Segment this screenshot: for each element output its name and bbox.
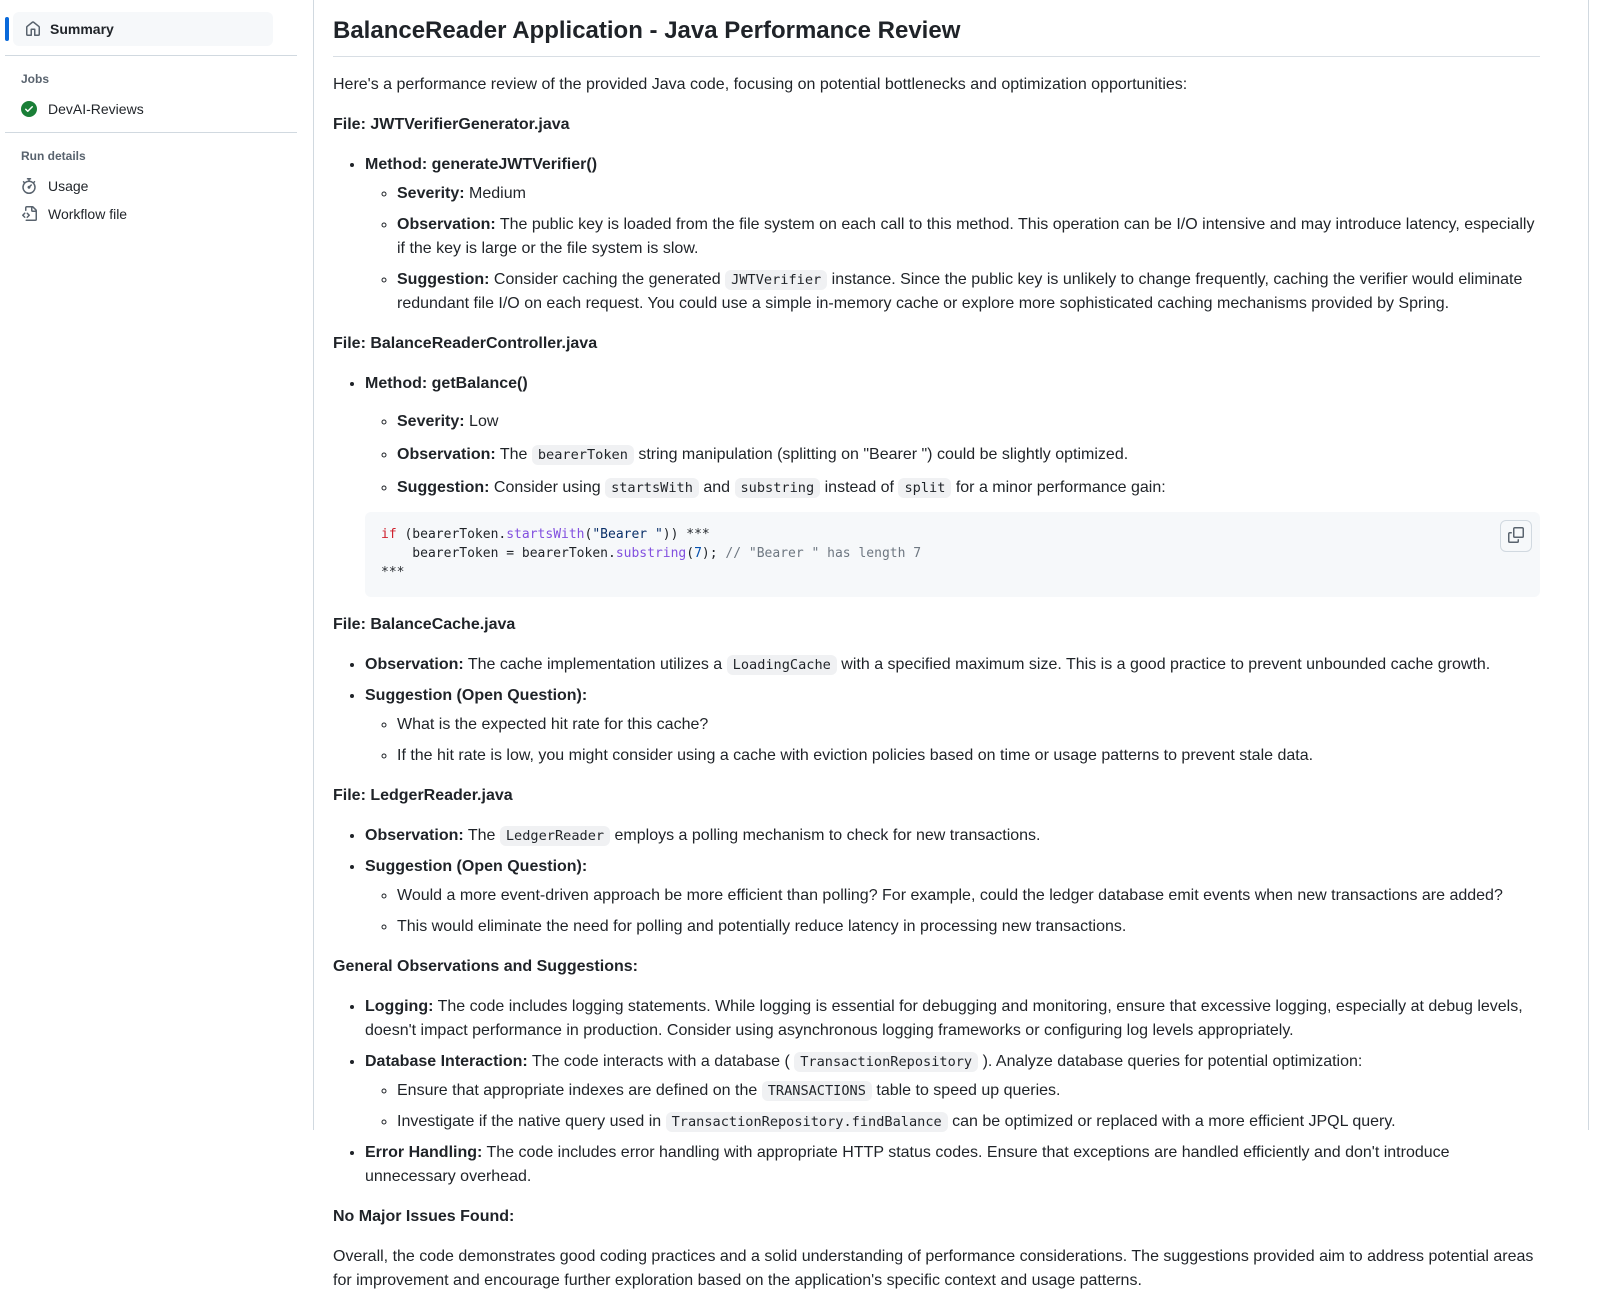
text-segment: *** [381,564,405,580]
sidebar-item-label: Summary [50,21,114,37]
markdown-list [333,824,1540,939]
inline-code: LedgerReader [500,826,610,846]
inline-code: JWTVerifier [725,270,827,290]
text-segment: ); [701,545,726,561]
text-segment: The code interacts with a database ( [527,1052,795,1070]
text-segment: 7 [694,545,702,561]
list-item [397,410,1540,434]
markdown-list [333,372,1540,597]
markdown-list [333,153,1540,316]
list-item [365,372,1540,597]
page-gutter [1589,0,1600,1130]
stopwatch-icon [21,178,37,194]
list-item [365,855,1540,939]
list-item [397,476,1540,500]
md-paragraph [333,955,1540,979]
sidebar-section-jobs-label: Jobs [21,72,50,86]
markdown-list [365,182,1540,316]
text-segment: ( [584,527,593,542]
job-label: DevAI-Reviews [48,101,144,117]
md-paragraph [333,332,1540,356]
text-segment: Ensure that appropriate indexes are defined on the [397,1081,762,1099]
sidebar-divider [5,132,297,133]
text-segment: (bearerToken. [396,527,507,542]
text-segment: Observation: [397,216,496,233]
text-segment: Low [464,413,499,430]
text-segment: File: BalanceReaderController.java [333,335,598,352]
text-segment: instance. Since the public key is unlikely to change frequently, caching the verifier would eliminate redundant file I/O on each request. You could use a simple in-memory cache or explore more sophisticated caching mechanisms provided by Spring. [397,271,1523,312]
list-item [365,653,1540,677]
sidebar-divider [5,55,297,56]
text-segment: What is the expected hit rate for this cache? [397,715,709,733]
code-content [381,526,1524,583]
markdown-list [365,713,1540,768]
text-segment: Error Handling: [365,1143,483,1161]
list-item [397,1079,1540,1103]
text-segment: Consider caching the generated [489,271,726,288]
inline-code: startsWith [605,478,699,498]
markdown-list [365,884,1540,939]
text-segment: File: BalanceCache.java [333,615,516,633]
text-segment: General Observations and Suggestions: [333,957,638,975]
list-item [365,153,1540,316]
text-segment: // "Bearer " has length 7 [725,545,922,561]
home-icon [25,21,41,37]
text-segment: The code includes logging statements. While logging is essential for debugging and monitoring, ensure that excessive logging, especially at debug levels, doesn't impact performance in production. Consider using asynchronous logging frameworks or configuring log levels appropriately. [365,997,1523,1039]
text-segment: startsWith [506,527,585,542]
text-segment: No Major Issues Found: [333,1207,515,1225]
text-segment: Logging: [365,997,434,1015]
list-item [397,744,1540,768]
text-segment: with a specified maximum size. This is a good practice to prevent unbounded cache growth. [836,655,1491,673]
inline-code: TransactionRepository [794,1052,978,1072]
markdown-list [333,995,1540,1189]
text-segment: string manipulation (splitting on "Bearer ") could be slightly optimized. [633,446,1129,463]
text-segment: The code includes error handling with appropriate HTTP status codes. Ensure that exceptions are handled efficiently and don't introduce unnecessary overhead. [365,1143,1450,1185]
text-segment: Observation: [365,655,464,673]
code-block [365,512,1540,597]
md-paragraph [333,73,1540,97]
text-segment: "Bearer " [592,527,663,542]
text-segment: The [495,446,532,463]
list-item [365,684,1540,768]
sidebar-item-job-devai-reviews[interactable] [0,95,313,123]
inline-code: TRANSACTIONS [762,1081,872,1101]
list-item [365,824,1540,848]
inline-code: substring [735,478,821,498]
text-segment: and [698,479,735,496]
markdown-list [365,410,1540,500]
text-segment: Investigate if the native query used in [397,1112,666,1130]
md-paragraph [333,613,1540,637]
run-summary-panel [314,0,1589,1289]
text-segment: for a minor performance gain: [951,479,1166,496]
run-detail-label: Workflow file [48,206,128,222]
sidebar-item-workflow-file[interactable] [0,200,313,228]
markdown-list [365,1079,1540,1134]
text-segment: bearerToken = bearerToken. [381,545,616,561]
sidebar-item-summary[interactable] [13,12,273,46]
list-item [365,1050,1540,1134]
run-detail-label: Usage [48,178,89,194]
sidebar [0,0,314,1130]
text-segment: Suggestion (Open Question): [365,857,588,875]
page-title: BalanceReader Application - Java Performance Review [333,16,1540,57]
text-segment: This would eliminate the need for polling and potentially reduce latency in processing new transactions. [397,917,1127,935]
text-segment: Would a more event-driven approach be more efficient than polling? For example, could the ledger database emit events when new transactions are added? [397,886,1503,904]
copy-icon [1508,527,1524,546]
list-item [397,182,1540,206]
text-segment: File: JWTVerifierGenerator.java [333,116,570,133]
text-segment: employs a polling mechanism to check for new transactions. [610,826,1041,844]
md-paragraph [333,784,1540,808]
list-item [365,1141,1540,1189]
text-segment: Database Interaction: [365,1052,528,1070]
inline-code: split [898,478,951,498]
sidebar-item-usage[interactable] [0,172,313,200]
text-segment: table to speed up queries. [871,1081,1061,1099]
check-circle-icon [21,101,37,117]
text-segment: Here's a performance review of the provided Java code, focusing on potential bottlenecks and optimization opportunities: [333,76,1188,93]
list-item [397,268,1540,316]
list-item [397,884,1540,908]
markdown-list [333,653,1540,768]
list-item [397,713,1540,737]
text-segment: Suggestion (Open Question): [365,686,588,704]
text-segment: ). Analyze database queries for potential optimization: [978,1052,1363,1070]
list-item [397,443,1540,467]
md-paragraph [333,1205,1540,1229]
text-segment: The cache implementation utilizes a [463,655,727,673]
text-segment: ( [686,545,695,561]
md-paragraph [333,113,1540,137]
inline-code: TransactionRepository.findBalance [666,1112,948,1132]
text-segment: Medium [464,185,526,202]
text-segment: instead of [820,479,899,496]
list-item [397,915,1540,939]
code-line [381,564,1524,583]
active-indicator [5,17,9,41]
text-segment: Severity: [397,413,465,430]
text-segment: Severity: [397,185,465,202]
list-item [397,1110,1540,1134]
list-item [397,213,1540,261]
text-segment: The public key is loaded from the file system on each call to this method. This operation can be I/O intensive and may introduce latency, especially if the key is large or the file system is slow. [397,216,1535,257]
text-segment: Overall, the code demonstrates good coding practices and a solid understanding of performance considerations. The suggestions provided aim to address potential areas for improvement and encourage further exploration based on the application's specific context and usage patterns. [333,1247,1534,1289]
text-segment: File: LedgerReader.java [333,786,513,804]
text-segment: Suggestion: [397,271,490,288]
list-item [365,995,1540,1043]
sidebar-section-run-details-label: Run details [21,149,86,163]
file-code-icon [21,206,37,222]
text-segment: Observation: [397,446,496,463]
text-segment: The [463,826,500,844]
text-segment: can be optimized or replaced with a more efficient JPQL query. [947,1112,1396,1130]
text-segment: Suggestion: [397,479,490,496]
code-line [381,545,1524,564]
md-paragraph [333,1245,1540,1293]
text-segment: )) *** [662,527,710,542]
text-segment: Observation: [365,826,464,844]
inline-code: bearerToken [532,445,634,465]
text-segment: If the hit rate is low, you might consider using a cache with eviction policies based on time or usage patterns to prevent stale data. [397,746,1314,764]
code-line [381,526,1524,545]
text-segment: if [381,527,397,542]
copy-code-button[interactable] [1500,520,1532,552]
markdown-body [333,73,1540,1293]
inline-code: LoadingCache [727,655,837,675]
text-segment: Method: generateJWTVerifier() [365,156,598,173]
text-segment: Consider using [489,479,606,496]
text-segment: substring [615,545,687,561]
text-segment: Method: getBalance() [365,375,528,392]
